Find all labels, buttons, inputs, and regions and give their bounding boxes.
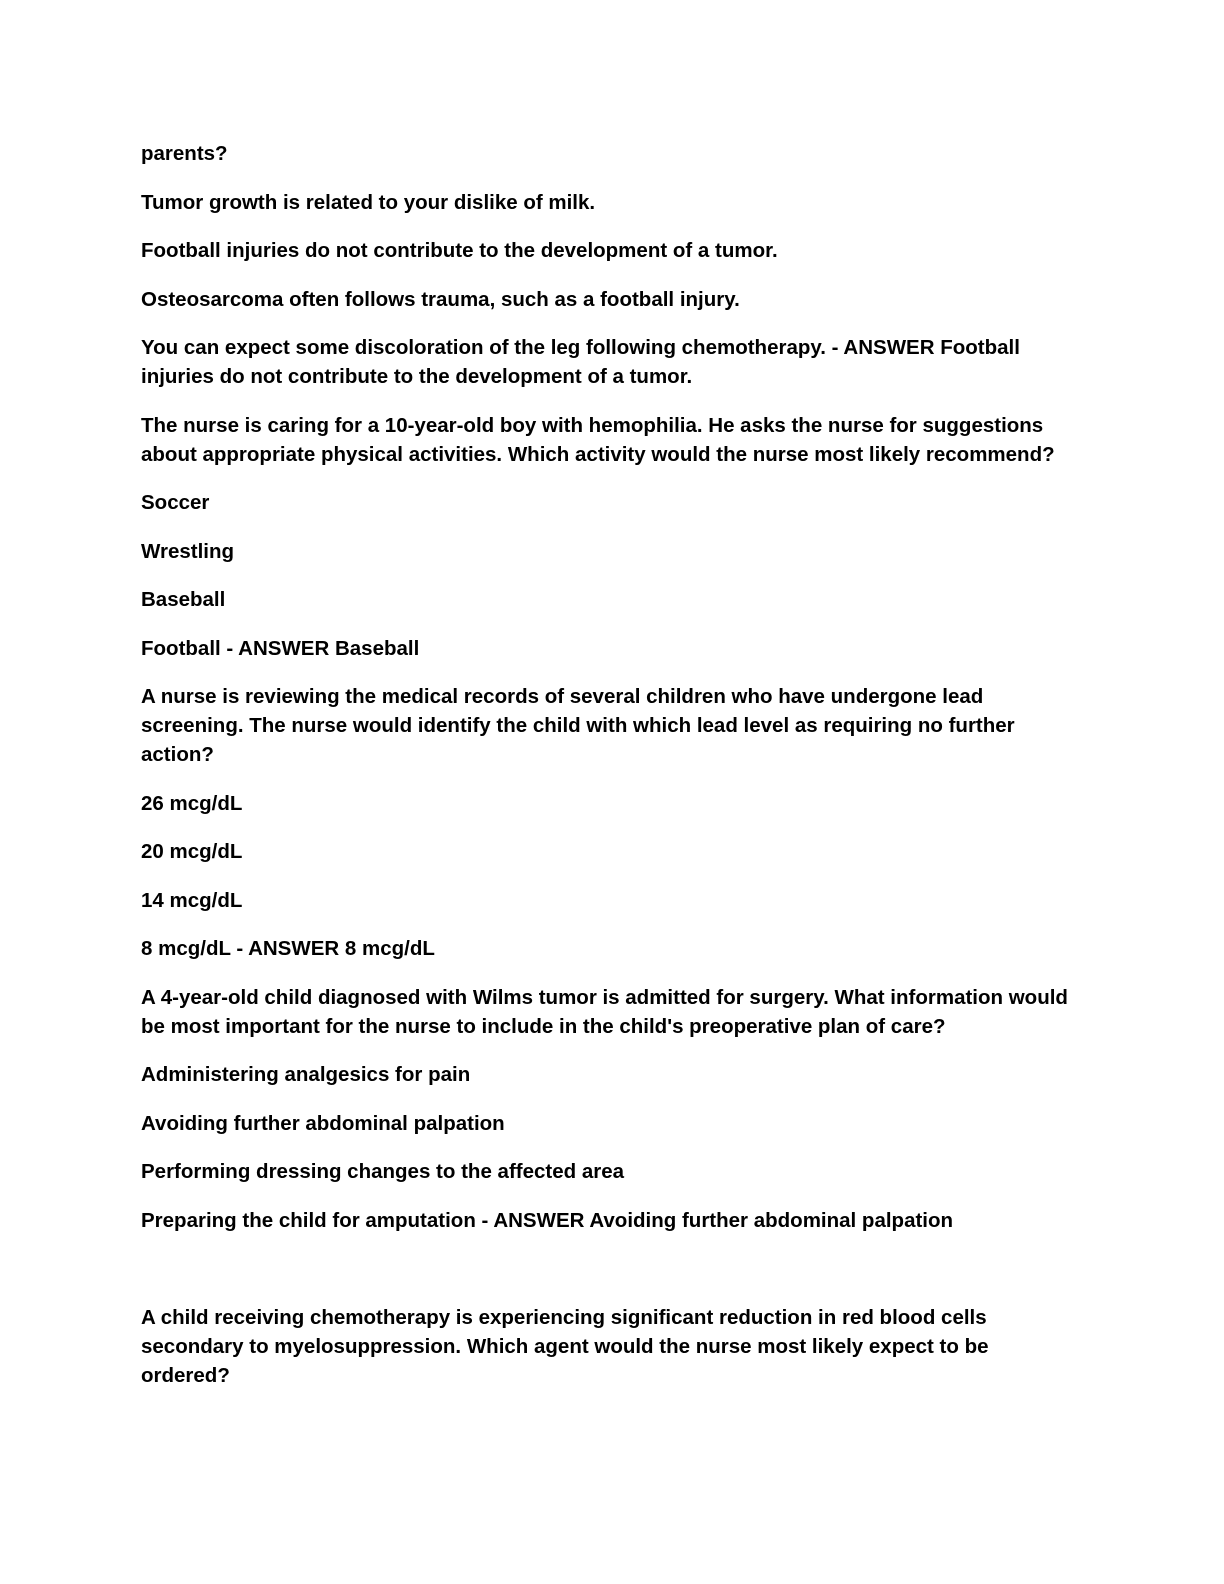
answer-option: Baseball [141, 588, 226, 611]
answer-option: Osteosarcoma often follows trauma, such as a football injury. [141, 287, 740, 311]
question-wilms-tumor: A 4-year-old child diagnosed with Wilms tumor is admitted for surgery. What information would be most important for the nurse to include in the child's preoperative plan of care? [141, 985, 1068, 1038]
answer-option-with-key: You can expect some discoloration of the leg following chemotherapy. - ANSWER Football injuries do not contribute to the development of a tumor. [141, 336, 1020, 388]
answer-option: 20 mcg/dL [141, 840, 243, 863]
question-lead-screening: A nurse is reviewing the medical records of several children who have undergone lead screening. The nurse would identify the child with which lead level as requiring no further action? [141, 685, 1015, 766]
question-hemophilia: The nurse is caring for a 10-year-old boy with hemophilia. He asks the nurse for suggestions about appropriate physical activities. Which activity would the nurse most likely recommend? [141, 413, 1055, 466]
answer-option: Tumor growth is related to your dislike of milk. [141, 190, 596, 214]
answer-option: Wrestling [141, 539, 235, 563]
paragraph-question-continuation: parents? [141, 142, 228, 165]
document-body [141, 139, 1081, 1409]
answer-option: 14 mcg/dL [141, 888, 243, 912]
answer-option: 26 mcg/dL [141, 791, 243, 815]
answer-option: Administering analgesics for pain [141, 1063, 471, 1086]
answer-option-with-key: Football - ANSWER Baseball [141, 636, 420, 660]
answer-option-with-key: Preparing the child for amputation - ANSWER Avoiding further abdominal palpation [141, 1208, 954, 1232]
answer-option: Soccer [141, 491, 210, 514]
answer-option: Football injuries do not contribute to the development of a tumor. [141, 239, 778, 262]
answer-option-with-key: 8 mcg/dL - ANSWER 8 mcg/dL [141, 937, 435, 960]
blank-line [141, 1254, 1081, 1283]
answer-option: Avoiding further abdominal palpation [141, 1111, 505, 1135]
question-chemotherapy: A child receiving chemotherapy is experiencing significant reduction in red blood cells secondary to myelosuppression. Which agent would the nurse most likely expect to be ordered? [141, 1305, 989, 1387]
answer-option: Performing dressing changes to the affected area [141, 1160, 625, 1183]
